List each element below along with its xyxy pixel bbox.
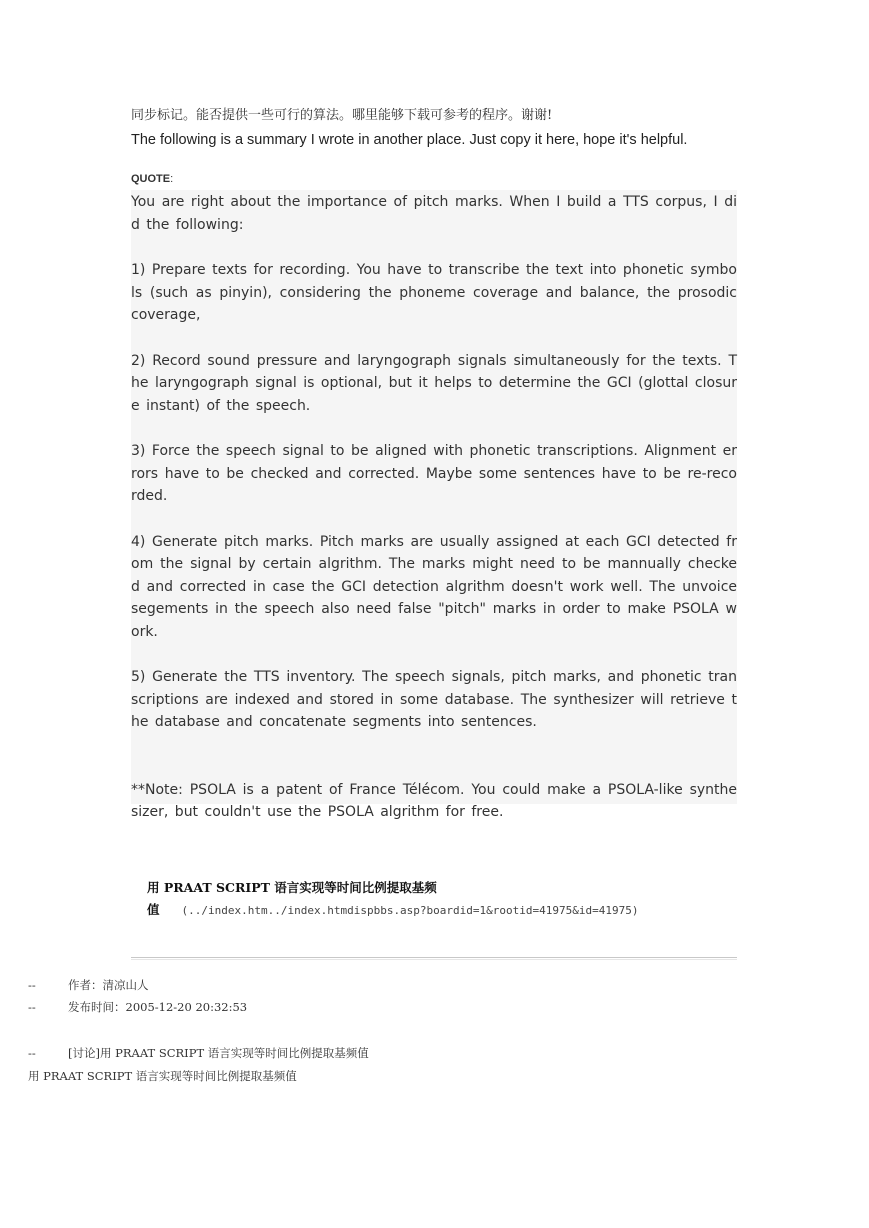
- quote-label: [131, 171, 173, 187]
- quote-paragraph-note: **Note: PSOLA is a patent of France Télécom. You could make a PSOLA-like synthesizer, but couldn't use the PSOLA algrithm for free.: [131, 781, 737, 820]
- quote-paragraph-step-3: 3) Force the speech signal to be aligned with phonetic transcriptions. Alignment errors have to be checked and corrected. Maybe some sentences have to be re-recorded.: [131, 443, 737, 504]
- meta-author-dash: --: [28, 978, 36, 992]
- quote-paragraph-step-5: 5) Generate the TTS inventory. The speech signals, pitch marks, and phonetic transcriptions are indexed and stored in some database. The synthesizer will retrieve the database and concatenate segments into sentences.: [131, 669, 737, 730]
- quote-paragraph-step-1: 1) Prepare texts for recording. You have to transcribe the text into phonetic symbols (such as pinyin), considering the phoneme coverage and balance, the prosodic coverage,: [131, 262, 737, 323]
- related-topic-title[interactable]: 用 PRAAT SCRIPT 语言实现等时间比例提取基频: [147, 880, 437, 895]
- topic-title: [讨论]用 PRAAT SCRIPT 语言实现等时间比例提取基频值: [68, 1046, 369, 1060]
- meta-author: [28, 976, 149, 994]
- quote-label-colon: :: [170, 173, 174, 185]
- meta-time-dash: --: [28, 1000, 36, 1014]
- divider: [131, 957, 737, 960]
- quote-box: [131, 190, 737, 820]
- quote-paragraph-step-4: 4) Generate pitch marks. Pitch marks are usually assigned at each GCI detected from the signal by certain algrithm. The marks might need to be mannually checked and corrected in case the GCI detection algrithm doesn't work well. The unvoice segements in the speech also need false "pitch" marks in order to make PSOLA work.: [131, 533, 737, 640]
- meta-publish-time: [28, 998, 247, 1016]
- related-topic-link-row[interactable]: [147, 898, 737, 923]
- post-intro-chinese: 同步标记。能否提供一些可行的算法。哪里能够下载可参考的程序。谢谢!: [131, 108, 553, 123]
- related-topic-title-end[interactable]: 值: [147, 902, 160, 917]
- meta-topic: [28, 1044, 369, 1062]
- publish-time-label: 发布时间：2005-12-20 20:32:53: [68, 1000, 248, 1014]
- meta-topic-dash: --: [28, 1046, 36, 1060]
- post-intro-english: The following is a summary I wrote in another place. Just copy it here, hope it's helpful.: [131, 132, 688, 148]
- author-label: 作者：清凉山人: [68, 978, 149, 992]
- quote-paragraph-intro: You are right about the importance of pitch marks. When I build a TTS corpus, I did the following:: [131, 194, 737, 233]
- related-topic-link[interactable]: [147, 878, 737, 923]
- quote-paragraph-step-2: 2) Record sound pressure and laryngograph signals simultaneously for the texts. The laryngograph signal is optional, but it helps to determine the GCI (glottal closure instant) of the speech.: [131, 352, 737, 414]
- topic-subtitle: 用 PRAAT SCRIPT 语言实现等时间比例提取基频值: [28, 1069, 297, 1083]
- related-topic-url[interactable]: (../index.htm../index.htmdispbbs.asp?boardid=1&rootid=41975&id=41975): [181, 904, 639, 917]
- quote-label-text: QUOTE: [131, 173, 171, 185]
